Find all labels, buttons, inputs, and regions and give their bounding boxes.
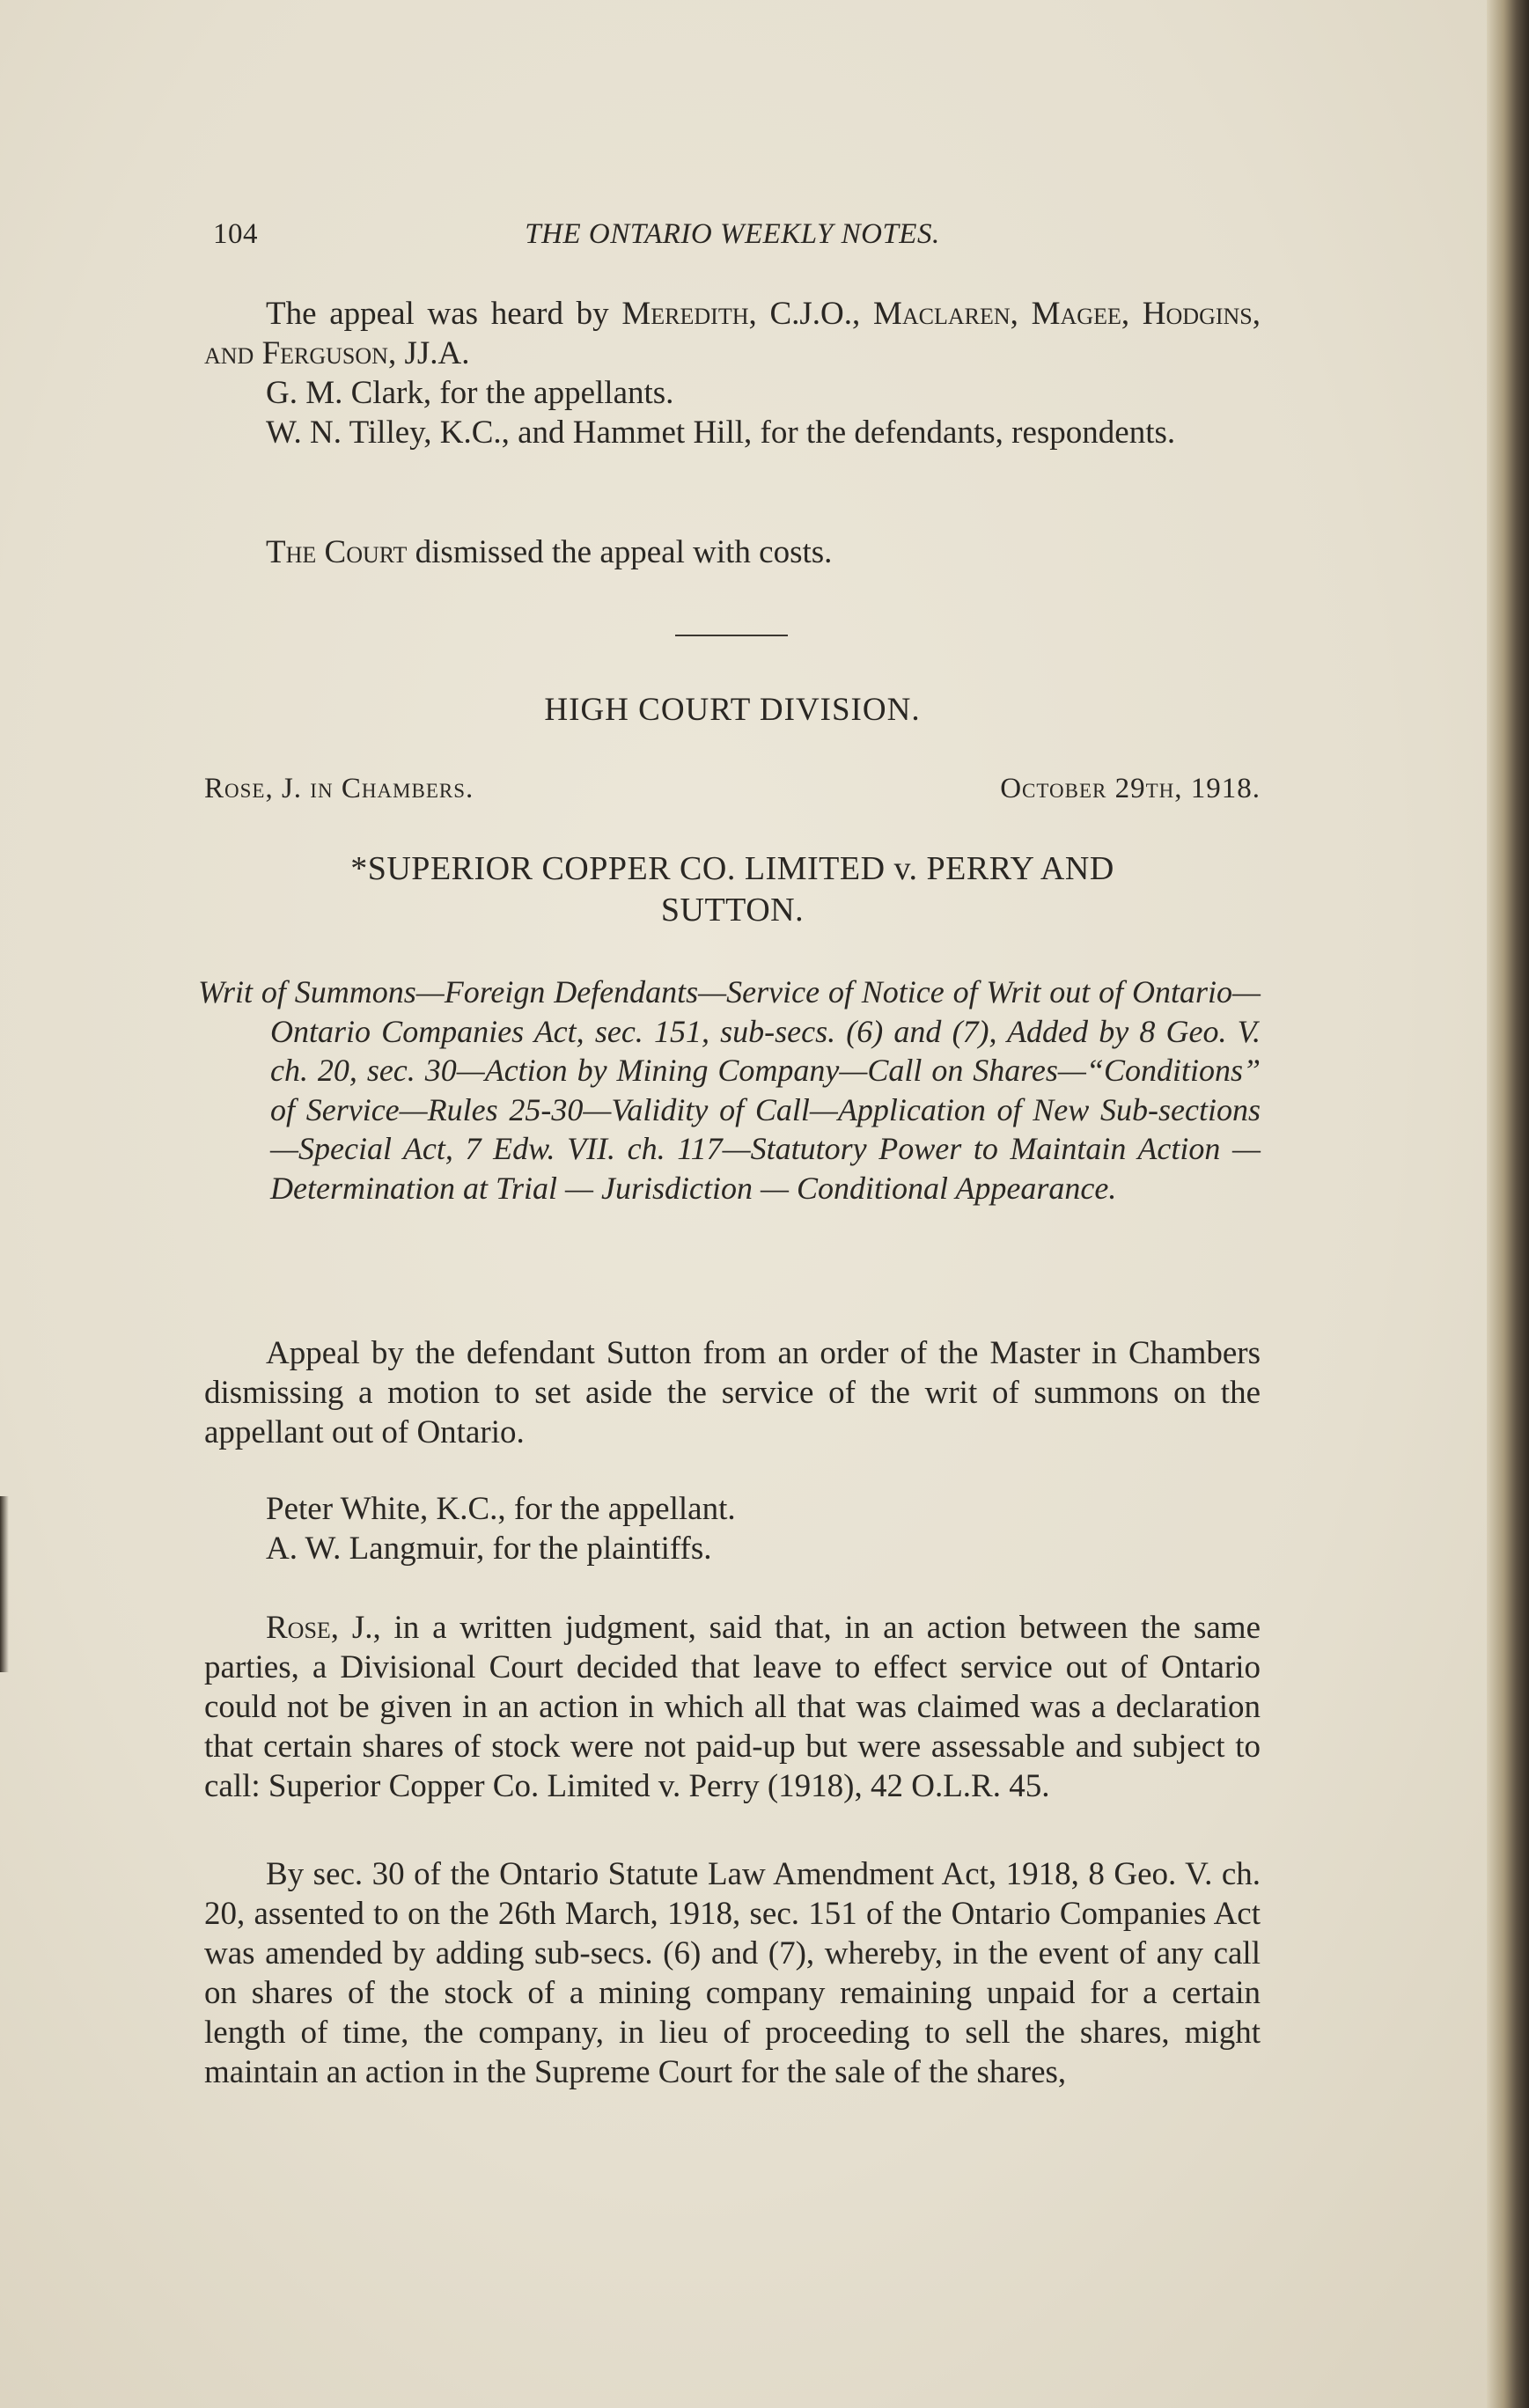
disposition: The Court dismissed the appeal with costs.	[266, 534, 833, 570]
running-title: THE ONTARIO WEEKLY NOTES.	[525, 218, 940, 250]
prior-case-heard-by: The appeal was heard by Meredith, C.J.O., Maclaren, Magee, Hodgins, and Ferguson, JJ.A.	[204, 296, 1261, 371]
case-title: *SUPERIOR COPPER CO. LIMITED v. PERRY AND SUTTON.	[350, 850, 1114, 929]
appeal-paragraph: Appeal by the defendant Sutton from an order of the Master in Chambers dismissing a motion to set aside the service of the writ of summons on the appellant out of Ontario.	[204, 1335, 1261, 1450]
counsel-respondents-prior: W. N. Tilley, K.C., and Hammet Hill, for the defendants, respondents.	[266, 415, 1176, 451]
bench-judges: Meredith, C.J.O., Maclaren, Magee, Hodgins, and Ferguson, JJ.A.	[204, 296, 1261, 371]
judgment-paragraph-2: By sec. 30 of the Ontario Statute Law Amendment Act, 1918, 8 Geo. V. ch. 20, assented to on the 26th March, 1918, sec. 151 of the Ontario Companies Act was amended by adding sub-secs. (6) and (7), whereby, in the event of any call on shares of the stock of a mining company remaining unpaid for a certain length of time, the company, in lieu of proceeding to sell the shares, might maintain an action in the Supreme Court for the sale of the shares,	[204, 1856, 1261, 2090]
section-divider	[675, 635, 788, 636]
judge-name: Rose, J.	[266, 1610, 373, 1646]
book-spine-shadow	[1487, 0, 1529, 2408]
page-number: 104	[213, 218, 258, 250]
counsel-appellant: Peter White, K.C., for the appellant.	[266, 1491, 736, 1527]
decision-date: October 29th, 1918.	[1000, 773, 1261, 804]
headnote: Writ of Summons—Foreign Defendants—Service of Notice of Writ out of Ontario—Ontario Companies Act, sec. 151, sub-secs. (6) and (7), Added by 8 Geo. V. ch. 20, sec. 30—Action by Mining Company—Call on Shares—“Conditions” of Service—Rules 25-30—Validity of Call—Application of New Sub-sections—Special Act, 7 Edw. VII. ch. 117—Statutory Power to Maintain Action — Determination at Trial — Jurisdiction — Conditional Appearance.	[198, 974, 1261, 1206]
judgment-paragraph-1: Rose, J., in a written judgment, said that, in an action between the same parties, a Divisional Court decided that leave to effect service out of Ontario could not be given in an action in which all that was claimed was a declaration that certain shares of stock were not paid-up but were assessable and subject to call: Superior Copper Co. Limited v. Perry (1918), 42 O.L.R. 45.	[204, 1610, 1261, 1804]
division-heading: HIGH COURT DIVISION.	[544, 692, 921, 728]
judge-chambers: Rose, J. in Chambers.	[204, 773, 474, 804]
left-edge-shadow	[0, 1496, 9, 1672]
counsel-plaintiffs: A. W. Langmuir, for the plaintiffs.	[266, 1531, 712, 1567]
counsel-appellants-prior: G. M. Clark, for the appellants.	[266, 375, 674, 411]
